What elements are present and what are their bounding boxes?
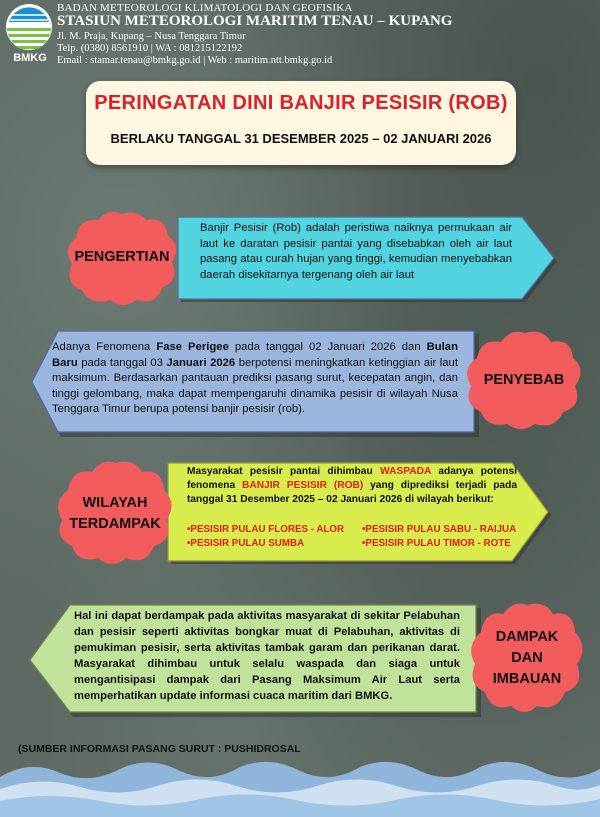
penyebab-text: Adanya Fenomena Fase Perigee pada tanggal 02 Januari 2026 dan Bulan Baru pada tanggal 03 Januari 2026 berpotensi meningkatkan ketinggian air laut maksimum. Berdasarkan pantauan prediksi pasang surut, kecepatan angin, dan tinggi gelombang, maka dapat mempengaruhi dinamika pesisir di wilayah Nusa Tenggara Timur berupa potensi banjir pesisir (rob). [52,341,458,415]
dampak-label-3: IMBAUAN [492,671,562,687]
area-flores-alor: •PESISIR PULAU FLORES - ALOR [187,524,345,535]
station-name: STASIUN METEOROLOGI MARITIM TENAU – KUPANG [57,13,453,29]
agency-name: BADAN METEOROLOGI KLIMATOLOGI DAN GEOFISIKA [57,2,353,14]
penyebab-badge [463,328,585,432]
source-note: (SUMBER INFORMASI PASANG SURUT : PUSHIDROSAL [18,743,301,755]
logo-text: BMKG [13,52,47,64]
letterhead [0,0,600,70]
address: Jl. M. Praja, Kupang – Nusa Tenggara Timur [57,31,246,42]
area-sumba: •PESISIR PULAU SUMBA [187,538,305,549]
pengertian-text: Banjir Pesisir (Rob) adalah peristiwa naiknya permukaan air laut ke daratan pesisir pantai yang disebabkan oleh air laut pasang atau curah hujan yang tinggi, kemudian menyebabkan daerah disekitarnya tergenang oleh air laut [200,222,512,281]
dampak-label-2: DAN [511,650,543,666]
area-timor-rote: •PESISIR PULAU TIMOR - ROTE [362,538,511,549]
wilayah-text: Masyarakat pesisir pantai dihimbau WASPADA adanya potensi fenomena BANJIR PESISIR (ROB) yang diprediksi terjadi pada tanggal 31 Desember 2025 – 02 Januari 2026 di wilayah berikut: [187,466,517,505]
dampak-label-1: DAMPAK [495,629,559,645]
wilayah-label-1: WILAYAH [82,495,148,511]
dampak-badge [467,600,587,716]
email-web: Email : stamar.tenau@bmkg.go.id | Web : maritim.ntt.bmkg.go.id [57,55,333,66]
dampak-text: Hal ini dapat berdampak pada aktivitas masyarakat di sekitar Pelabuhan dan pesisir seperti aktivitas bongkar muat di Pelabuhan, aktivitas di pemukiman pesisir, serta aktivitas tambak garam dan perikanan darat. Masyarakat dihimbau untuk selalu waspada dan siaga untuk mengantisipasi dampak dari Pasang Maksimum Air Laut serta memperhatikan update informasi cuaca maritim dari BMKG. [74,610,460,702]
title-box [86,81,516,165]
area-sabu-raijua: •PESISIR PULAU SABU - RAIJUA [362,524,517,535]
wave-decoration [0,755,600,817]
page-title: PERINGATAN DINI BANJIR PESISIR (ROB) [94,92,508,114]
pengertian-badge [62,208,182,308]
validity-period: BERLAKU TANGGAL 31 DESEMBER 2025 – 02 JANUARI 2026 [110,131,492,146]
penyebab-label: PENYEBAB [483,372,565,388]
pengertian-label: PENGERTIAN [74,249,170,265]
phone: Telp. (0380) 8561910 | WA : 081215122192 [57,43,243,54]
wilayah-badge [54,458,176,568]
wilayah-label-2: TERDAMPAK [69,516,161,532]
